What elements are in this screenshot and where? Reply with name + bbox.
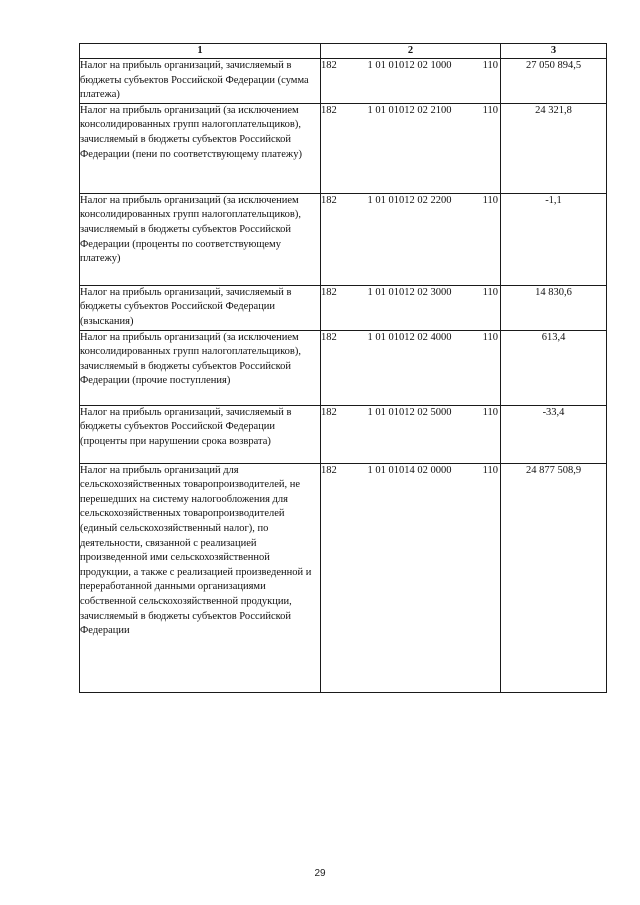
table-row <box>80 103 607 193</box>
subgroup-code: 110 <box>482 406 498 418</box>
budget-classification-code: 1 01 01012 02 4000 <box>367 331 452 343</box>
table-row <box>80 463 607 692</box>
revenue-table <box>79 43 607 693</box>
table-header-row <box>80 44 607 59</box>
revenue-code-cell <box>321 285 501 330</box>
subgroup-code: 110 <box>482 60 498 71</box>
budget-classification-code: 1 01 01012 02 3000 <box>367 286 452 298</box>
admin-code: 182 <box>321 104 337 116</box>
amount-value: -33,4 <box>501 405 607 463</box>
revenue-name: Налог на прибыль организаций, зачисляемый в бюджеты субъектов Российской Федерации (взыскания) <box>80 285 321 330</box>
revenue-name: Налог на прибыль организаций, зачисляемый в бюджеты субъектов Российской Федерации (сумма платежа) <box>80 59 321 104</box>
revenue-code-cell <box>321 330 501 405</box>
budget-classification-code: 1 01 01014 02 0000 <box>367 464 452 476</box>
revenue-name: Налог на прибыль организаций для сельскохозяйственных товаропроизводителей, не перешедших на систему налогообложения для сельскохозяйственных товаропроизводителей (единый сельскохозяйственный налог), по деятельности, связанной с реализацией произведенной ими сельскохозяйственной продукции, а также с реализацией произведенной и переработанной данными организациями собственной сельскохозяйственной продукции, зачисляемый в бюджеты субъектов Российской Федерации <box>80 463 321 692</box>
table-row <box>80 193 607 285</box>
budget-classification-code: 1 01 01012 02 1000 <box>367 60 452 71</box>
admin-code: 182 <box>321 60 337 71</box>
revenue-name: Налог на прибыль организаций, зачисляемый в бюджеты субъектов Российской Федерации (проценты при нарушении срока возврата) <box>80 405 321 463</box>
admin-code: 182 <box>321 406 337 418</box>
page-number: 29 <box>314 868 326 879</box>
revenue-name: Налог на прибыль организаций (за исключением консолидированных групп налогоплательщиков), зачисляемый в бюджеты субъектов Российской Федерации (прочие поступления) <box>80 330 321 405</box>
amount-value: 24 877 508,9 <box>501 463 607 692</box>
amount-value: 14 830,6 <box>501 285 607 330</box>
column-header-2: 2 <box>321 44 501 59</box>
revenue-code-cell <box>321 405 501 463</box>
subgroup-code: 110 <box>482 194 498 206</box>
subgroup-code: 110 <box>482 104 498 116</box>
admin-code: 182 <box>321 286 337 298</box>
amount-value: 27 050 894,5 <box>501 59 607 104</box>
subgroup-code: 110 <box>482 331 498 343</box>
table-row <box>80 405 607 463</box>
revenue-name: Налог на прибыль организаций (за исключением консолидированных групп налогоплательщиков), зачисляемый в бюджеты субъектов Российской Федерации (проценты по соответствующему платежу) <box>80 193 321 285</box>
budget-classification-code: 1 01 01012 02 2100 <box>367 104 452 116</box>
table-row <box>80 330 607 405</box>
amount-value: -1,1 <box>501 193 607 285</box>
revenue-code-cell <box>321 103 501 193</box>
revenue-code-cell <box>321 59 501 104</box>
table-row <box>80 285 607 330</box>
subgroup-code: 110 <box>482 286 498 298</box>
revenue-code-cell <box>321 463 501 692</box>
subgroup-code: 110 <box>482 464 498 476</box>
amount-value: 613,4 <box>501 330 607 405</box>
table-row <box>80 59 607 104</box>
column-header-3: 3 <box>501 44 607 59</box>
budget-classification-code: 1 01 01012 02 2200 <box>367 194 452 206</box>
revenue-name: Налог на прибыль организаций (за исключением консолидированных групп налогоплательщиков), зачисляемый в бюджеты субъектов Российской Федерации (пени по соответствующему платежу) <box>80 103 321 193</box>
budget-classification-code: 1 01 01012 02 5000 <box>367 406 452 418</box>
column-header-1: 1 <box>80 44 321 59</box>
admin-code: 182 <box>321 194 337 206</box>
revenue-code-cell <box>321 193 501 285</box>
admin-code: 182 <box>321 331 337 343</box>
amount-value: 24 321,8 <box>501 103 607 193</box>
admin-code: 182 <box>321 464 337 476</box>
